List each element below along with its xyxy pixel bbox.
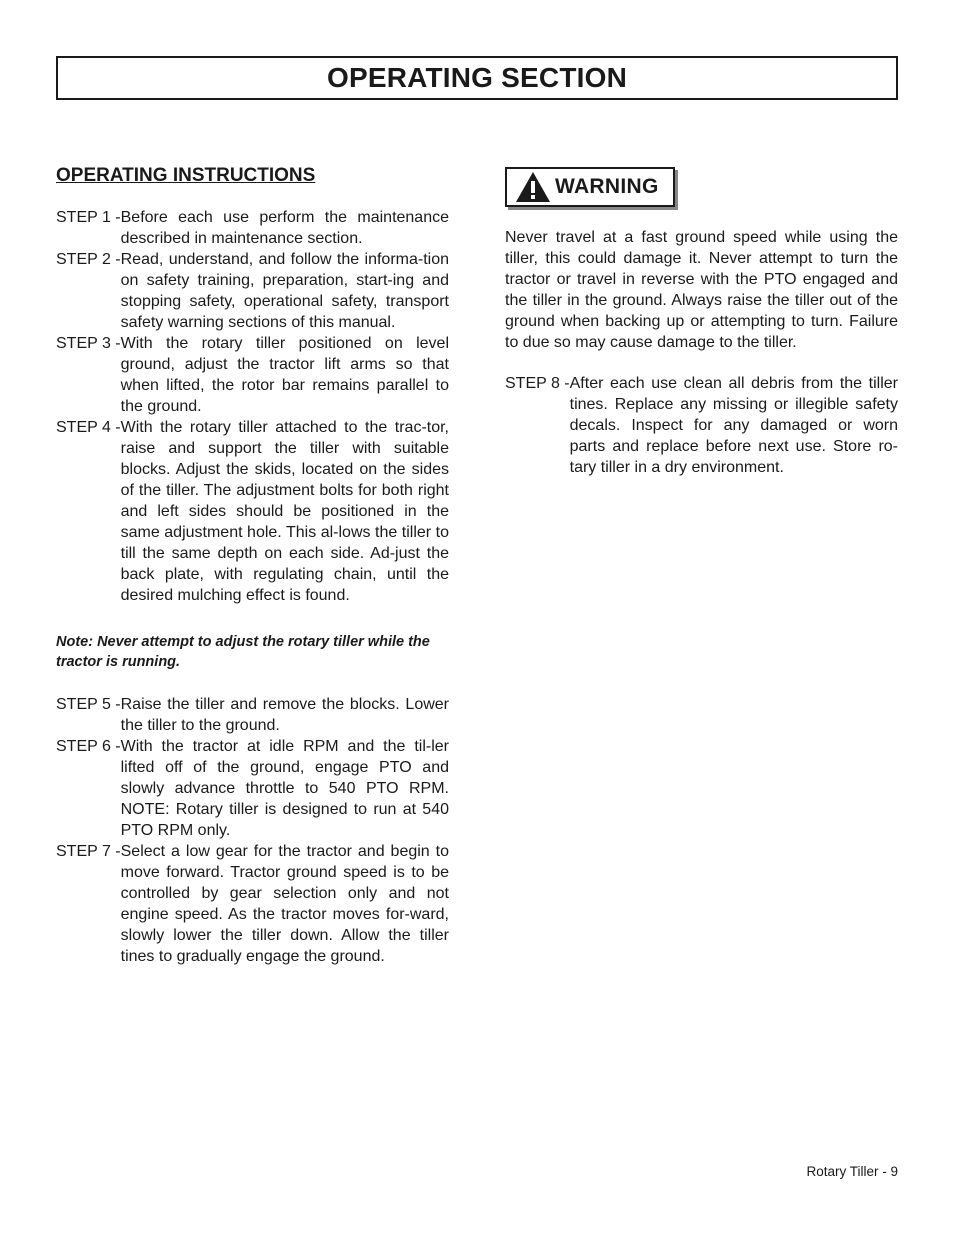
- step-6: [56, 736, 449, 841]
- step-5: [56, 694, 449, 736]
- safety-note: Note: Never attempt to adjust the rotary tiller while the tractor is running.: [56, 634, 430, 670]
- step-label: STEP 6 -: [56, 738, 121, 755]
- warning-text: Never travel at a fast ground speed while using the tiller, this could damage it. Never attempt to turn the tractor or travel in reverse with the PTO engaged and the tiller in the ground. Always raise the tiller out of the ground when backing up or attempting to turn. Failure to due so may cause damage to the tiller.: [505, 229, 898, 351]
- warning-label: WARNING: [555, 175, 659, 198]
- step-text: With the rotary tiller attached to the trac-tor, raise and support the tiller with suitable blocks. Adjust the skids, located on the sides of the tiller. The adjustment bolts for both right and left sides should be positioned in the same adjustment hole. This al-lows the tiller to till the same depth on each side. Ad-just the back plate, with regulating chain, until the desired mulching effect is found.: [120, 419, 449, 604]
- step-7: [56, 841, 449, 967]
- step-label: STEP 3 -: [56, 335, 121, 352]
- step-label: STEP 5 -: [56, 696, 121, 713]
- step-2: [56, 249, 449, 333]
- section-header: [56, 56, 898, 100]
- warning-triangle-icon: [515, 171, 551, 203]
- step-text: With the tractor at idle RPM and the til-ler lifted off of the ground, engage PTO and slowly advance throttle to 540 PTO RPM. NOTE: Rotary tiller is designed to run at 540 PTO RPM only.: [120, 738, 449, 839]
- step-8: [505, 373, 898, 478]
- left-column: [56, 163, 449, 967]
- step-1: [56, 207, 449, 249]
- operating-instructions-heading: OPERATING INSTRUCTIONS: [56, 165, 316, 186]
- warning-box: [505, 167, 675, 207]
- step-label: STEP 7 -: [56, 843, 121, 860]
- step-label: STEP 1 -: [56, 209, 121, 226]
- section-title: OPERATING SECTION: [326, 62, 627, 93]
- step-label: STEP 8 -: [505, 375, 570, 392]
- step-3: [56, 333, 449, 417]
- step-4: [56, 417, 449, 606]
- step-text: Before each use perform the maintenance described in maintenance section.: [120, 209, 449, 247]
- step-text: Select a low gear for the tractor and begin to move forward. Tractor ground speed is to be controlled by gear selection only and not engine speed. As the tractor moves for-ward, slowly lower the tiller down. Allow the tiller tines to gradually engage the ground.: [120, 843, 449, 965]
- page-footer: Rotary Tiller - 9: [806, 1164, 898, 1179]
- step-text: After each use clean all debris from the tiller tines. Replace any missing or illegible safety decals. Inspect for any damaged or worn parts and replace before next use. Store ro-tary tiller in a dry environment.: [569, 375, 898, 476]
- right-column: [505, 167, 898, 478]
- step-text: With the rotary tiller positioned on level ground, adjust the tractor lift arms so that when lifted, the rotor bar remains parallel to the ground.: [120, 335, 449, 415]
- step-text: Raise the tiller and remove the blocks. Lower the tiller to the ground.: [120, 696, 449, 734]
- step-label: STEP 4 -: [56, 419, 121, 436]
- step-text: Read, understand, and follow the informa-tion on safety training, preparation, start-ing and stopping safety, operational safety, transport safety warning sections of this manual.: [120, 251, 449, 331]
- step-label: STEP 2 -: [56, 251, 121, 268]
